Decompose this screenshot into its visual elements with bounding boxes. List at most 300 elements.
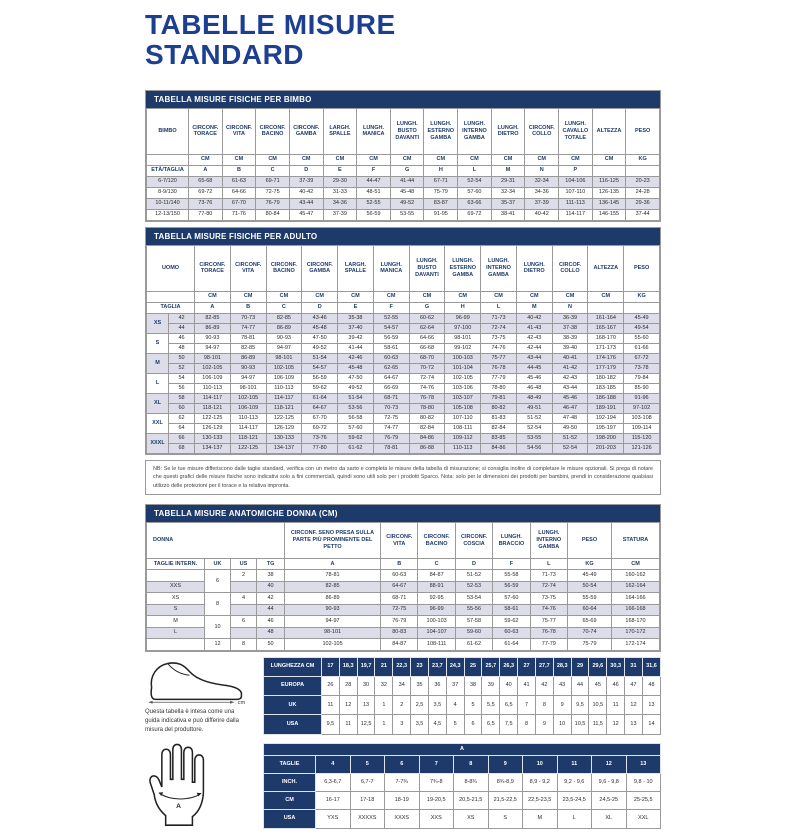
- data-cell: 70-73: [230, 313, 266, 323]
- data-cell: CM: [390, 154, 424, 165]
- data-cell: 1: [375, 696, 393, 715]
- data-cell: 75-77: [481, 353, 517, 363]
- tg-size-cell: 42: [257, 593, 285, 605]
- data-cell: 44-47: [357, 176, 391, 187]
- data-cell: 91-95: [424, 209, 458, 220]
- table-row: [147, 176, 660, 187]
- data-cell: 30: [357, 676, 375, 695]
- data-cell: 183-185: [588, 383, 624, 393]
- row-label-cell: USA: [264, 810, 316, 828]
- data-cell: 48-49: [516, 393, 552, 403]
- data-cell: 67-72: [624, 353, 660, 363]
- data-cell: 4: [316, 755, 351, 773]
- data-cell: 48-51: [357, 187, 391, 198]
- data-cell: 61-64: [493, 639, 530, 651]
- data-cell: 109-112: [445, 433, 481, 443]
- data-cell: 47-48: [552, 413, 588, 423]
- data-cell: TAGLIE INTERN.: [147, 559, 205, 570]
- data-cell: 97-102: [624, 403, 660, 413]
- data-cell: 130-133: [195, 433, 231, 443]
- data-cell: CM: [525, 154, 559, 165]
- data-cell: 70-72: [409, 363, 445, 373]
- header-cell: LUNGH. ESTERNO GAMBA: [445, 245, 481, 291]
- data-cell: 83-87: [424, 198, 458, 209]
- data-cell: 45-48: [338, 363, 374, 373]
- data-cell: 114-117: [559, 209, 593, 220]
- data-cell: 61-66: [624, 343, 660, 353]
- data-cell: 3: [393, 715, 411, 734]
- table-row: [147, 570, 660, 582]
- measure-note: NB: Se le tue misure differiscono dalle taglie standard, verifica con un metro da sarto e completa le misure della tabella di misurazione; si consiglia inoltre di completare le misure opzionali. Si prega di notare che questi grafici delle misure fisiche sono indicativi solo a fini commerciali, quindi sono utili solo per i prodotti Sparco. Nota: solo per le dimensioni dei prodotti per bambini, prendi in considerazione qualsiasi utilizzo delle protezioni per il torace e la relativa impronta.: [145, 460, 661, 495]
- data-cell: 82-85: [195, 313, 231, 323]
- data-cell: 58-61: [493, 604, 530, 616]
- data-cell: 86-89: [230, 353, 266, 363]
- data-cell: 82-85: [266, 313, 302, 323]
- data-cell: 74-77: [373, 423, 409, 433]
- row-label-cell: CM: [264, 792, 316, 810]
- data-cell: 35-37: [491, 198, 525, 209]
- data-cell: 45-48: [302, 323, 338, 333]
- data-cell: 164-166: [612, 593, 660, 605]
- data-cell: 70-74: [568, 627, 612, 639]
- data-cell: 51-54: [338, 393, 374, 403]
- data-cell: 13: [642, 696, 660, 715]
- data-cell: CM: [338, 291, 374, 302]
- data-cell: 76-78: [409, 393, 445, 403]
- data-cell: XL: [592, 810, 627, 828]
- data-cell: 35-38: [338, 313, 374, 323]
- data-cell: 66-68: [409, 343, 445, 353]
- data-cell: 71-76: [222, 209, 256, 220]
- data-cell: 25,7: [482, 657, 500, 676]
- data-cell: 64-66: [222, 187, 256, 198]
- table-row: [147, 616, 660, 628]
- data-cell: 90-93: [266, 333, 302, 343]
- uk-size-cell: 12: [205, 639, 231, 651]
- data-cell: 12,5: [357, 715, 375, 734]
- adulto-table-section: [145, 227, 661, 455]
- data-cell: CM: [612, 559, 660, 570]
- data-cell: 24-28: [626, 187, 660, 198]
- page-title-line1: TABELLE MISURE: [145, 9, 396, 40]
- data-cell: [592, 165, 626, 176]
- data-cell: 27: [518, 657, 536, 676]
- data-cell: 97-100: [445, 323, 481, 333]
- data-cell: YXS: [316, 810, 351, 828]
- data-cell: 49-52: [302, 343, 338, 353]
- data-cell: 114-117: [230, 423, 266, 433]
- data-cell: F: [357, 165, 391, 176]
- intl-size-cell: S: [147, 604, 205, 616]
- data-cell: 47-50: [338, 373, 374, 383]
- data-cell: 75-77: [530, 616, 567, 628]
- us-size-cell: [231, 581, 257, 593]
- data-cell: [624, 302, 660, 313]
- data-cell: 84-86: [481, 443, 517, 453]
- header-cell: CIRCONF. TORACE: [189, 108, 223, 154]
- data-cell: CM: [409, 291, 445, 302]
- data-cell: 44-45: [516, 363, 552, 373]
- data-cell: 62-64: [409, 323, 445, 333]
- data-cell: 32-34: [525, 176, 559, 187]
- data-cell: 38-41: [491, 209, 525, 220]
- table-row: [147, 323, 660, 333]
- data-cell: 76-78: [481, 363, 517, 373]
- data-cell: 45-46: [552, 393, 588, 403]
- data-cell: 41-44: [338, 343, 374, 353]
- data-cell: 32: [375, 676, 393, 695]
- data-cell: 171-173: [588, 343, 624, 353]
- header-cell: LUNGH. BRACCIO: [493, 523, 530, 559]
- data-cell: 65-69: [568, 616, 612, 628]
- data-cell: 37: [446, 676, 464, 695]
- us-size-cell: 6: [231, 616, 257, 628]
- glove-span-header-cell: A: [264, 743, 661, 755]
- tg-size-cell: 48: [257, 627, 285, 639]
- data-cell: 67-70: [222, 198, 256, 209]
- data-cell: 56-59: [493, 581, 530, 593]
- header-cell: STATURA: [612, 523, 660, 559]
- data-cell: 9,5: [571, 696, 589, 715]
- header-cell: CIRCONF. TORACE: [195, 245, 231, 291]
- data-cell: 4: [446, 696, 464, 715]
- data-cell: 45-47: [289, 209, 323, 220]
- data-cell: 59-60: [455, 627, 492, 639]
- data-cell: 23,7: [428, 657, 446, 676]
- data-cell: 192-194: [588, 413, 624, 423]
- data-cell: [588, 302, 624, 313]
- data-cell: 29-30: [323, 176, 357, 187]
- size-group-cell: M: [147, 353, 169, 373]
- data-cell: 41: [518, 676, 536, 695]
- data-cell: 110-113: [266, 383, 302, 393]
- table-row: [264, 773, 661, 791]
- data-cell: CM: [491, 154, 525, 165]
- data-cell: 52-53: [455, 581, 492, 593]
- data-cell: C: [266, 302, 302, 313]
- data-cell: 49-50: [552, 423, 588, 433]
- data-cell: 122-125: [195, 413, 231, 423]
- data-cell: 2: [393, 696, 411, 715]
- data-cell: 71-73: [481, 313, 517, 323]
- data-cell: 72-75: [373, 413, 409, 423]
- data-cell: 12: [607, 715, 625, 734]
- header-cell: LARGH. SPALLE: [323, 108, 357, 154]
- data-cell: 69-72: [458, 209, 492, 220]
- data-cell: 118-121: [195, 403, 231, 413]
- data-cell: 43-44: [516, 353, 552, 363]
- data-cell: 8: [518, 715, 536, 734]
- donna-table-section: [145, 504, 661, 652]
- data-cell: E: [338, 302, 374, 313]
- data-cell: 82-85: [230, 343, 266, 353]
- data-cell: 118-121: [266, 403, 302, 413]
- data-cell: 42-43: [516, 333, 552, 343]
- data-cell: 68-70: [409, 353, 445, 363]
- data-cell: 19-20,5: [419, 792, 454, 810]
- data-cell: L: [458, 165, 492, 176]
- data-cell: CM: [302, 291, 338, 302]
- data-cell: UK: [205, 559, 231, 570]
- data-cell: 21,5-22,5: [488, 792, 523, 810]
- data-cell: 38: [464, 676, 482, 695]
- data-cell: 2,5: [411, 696, 429, 715]
- table-row: [147, 593, 660, 605]
- data-cell: CM: [373, 291, 409, 302]
- data-cell: 61-64: [302, 393, 338, 403]
- data-cell: 45: [589, 676, 607, 695]
- size-group-cell: XS: [147, 313, 169, 333]
- data-cell: 20,5-21,5: [454, 792, 489, 810]
- data-cell: 58-61: [373, 343, 409, 353]
- table-row: [147, 154, 660, 165]
- header-cell: PESO: [568, 523, 612, 559]
- data-cell: 9,5: [322, 715, 340, 734]
- data-cell: 9,8 - 10: [626, 773, 661, 791]
- data-cell: 6,5: [482, 715, 500, 734]
- data-cell: 98-101: [266, 353, 302, 363]
- data-cell: 106-109: [230, 403, 266, 413]
- data-cell: 90-93: [195, 333, 231, 343]
- data-cell: 8¾-8,9: [488, 773, 523, 791]
- table-row: [147, 403, 660, 413]
- data-cell: US: [231, 559, 257, 570]
- size-group-cell: S: [147, 333, 169, 353]
- data-cell: M: [523, 810, 558, 828]
- data-cell: 94-97: [266, 343, 302, 353]
- data-cell: 110-113: [445, 443, 481, 453]
- data-cell: 198-200: [588, 433, 624, 443]
- data-cell: 78-81: [230, 333, 266, 343]
- data-cell: N: [525, 165, 559, 176]
- header-cell: ALTEZZA: [588, 245, 624, 291]
- data-cell: 64-66: [409, 333, 445, 343]
- data-cell: 6,3-6,7: [316, 773, 351, 791]
- data-cell: 60-64: [568, 604, 612, 616]
- data-cell: 17-18: [350, 792, 385, 810]
- data-cell: 42-43: [552, 373, 588, 383]
- table-row: [147, 443, 660, 453]
- data-cell: 55-58: [493, 570, 530, 582]
- data-cell: 54-57: [373, 323, 409, 333]
- data-cell: XXS: [419, 810, 454, 828]
- data-cell: 6-7/120: [147, 176, 189, 187]
- data-cell: 161-164: [588, 313, 624, 323]
- data-cell: 94-97: [285, 616, 381, 628]
- data-cell: B: [381, 559, 418, 570]
- table-row: [264, 810, 661, 828]
- data-cell: H: [424, 165, 458, 176]
- data-cell: 62-65: [373, 363, 409, 373]
- table-row: [264, 696, 661, 715]
- glove-size-section: [145, 743, 661, 829]
- bimbo-table-section: [145, 90, 661, 222]
- data-cell: 40-42: [516, 313, 552, 323]
- data-cell: 86-89: [266, 323, 302, 333]
- data-cell: 65-68: [189, 176, 223, 187]
- data-cell: 66-69: [373, 383, 409, 393]
- bimbo-table-title: TABELLA MISURE FISICHE PER BIMBO: [146, 91, 660, 108]
- data-cell: 40-42: [289, 187, 323, 198]
- table-row: [147, 433, 660, 443]
- table-row: [147, 333, 660, 343]
- data-cell: 21: [375, 657, 393, 676]
- data-cell: 39-42: [338, 333, 374, 343]
- data-cell: XS: [454, 810, 489, 828]
- table-row: [264, 743, 661, 755]
- data-cell: 52-55: [357, 198, 391, 209]
- data-cell: H: [445, 302, 481, 313]
- data-cell: 55-60: [624, 333, 660, 343]
- data-cell: 51-52: [455, 570, 492, 582]
- page-title: [145, 10, 661, 70]
- data-cell: 45-46: [516, 373, 552, 383]
- data-cell: D: [289, 165, 323, 176]
- data-cell: 13: [357, 696, 375, 715]
- data-cell: F: [493, 559, 530, 570]
- bimbo-size-table: [146, 108, 660, 221]
- data-cell: 7: [419, 755, 454, 773]
- header-cell: CIRCONF. GAMBA: [289, 108, 323, 154]
- table-row: [147, 108, 660, 154]
- data-cell: 13: [626, 755, 661, 773]
- data-cell: 109-114: [624, 423, 660, 433]
- data-cell: 115-120: [624, 433, 660, 443]
- data-cell: G: [390, 165, 424, 176]
- data-cell: 59-62: [302, 383, 338, 393]
- hand-measure-label: A: [176, 802, 182, 810]
- size-group-cell: L: [147, 373, 169, 393]
- us-size-cell: 4: [231, 593, 257, 605]
- data-cell: 74-76: [409, 383, 445, 393]
- data-cell: 11: [607, 696, 625, 715]
- data-cell: CM: [592, 154, 626, 165]
- data-cell: 12: [625, 696, 643, 715]
- data-cell: 11,5: [589, 715, 607, 734]
- data-cell: ETÀ/TAGLIA: [147, 165, 189, 176]
- data-cell: 69-71: [256, 176, 290, 187]
- header-cell: LUNGH. MANICA: [357, 108, 391, 154]
- data-cell: 6: [385, 755, 420, 773]
- data-cell: 12: [339, 696, 357, 715]
- data-cell: 45-49: [624, 313, 660, 323]
- data-cell: 8: [454, 755, 489, 773]
- data-cell: CM: [266, 291, 302, 302]
- table-row: [147, 423, 660, 433]
- data-cell: 108-111: [445, 423, 481, 433]
- data-cell: 79-84: [624, 373, 660, 383]
- data-cell: 37-39: [323, 209, 357, 220]
- row-label-cell: EUROPA: [264, 676, 322, 695]
- data-cell: 84-86: [409, 433, 445, 443]
- data-cell: M: [516, 302, 552, 313]
- data-cell: L: [530, 559, 567, 570]
- data-cell: 102-105: [266, 363, 302, 373]
- data-cell: 36: [428, 676, 446, 695]
- data-cell: 81-83: [481, 413, 517, 423]
- header-cell: LUNGH. INTERNO GAMBA: [530, 523, 567, 559]
- data-cell: 90-93: [285, 604, 381, 616]
- data-cell: 78-80: [409, 403, 445, 413]
- header-cell: LUNGH. INTERNO GAMBA: [458, 108, 492, 154]
- data-cell: 136-145: [592, 198, 626, 209]
- data-cell: 103-108: [624, 413, 660, 423]
- data-cell: 30,3: [607, 657, 625, 676]
- data-cell: 52-54: [516, 423, 552, 433]
- data-cell: 86-88: [409, 443, 445, 453]
- data-cell: 46: [607, 676, 625, 695]
- data-cell: 71-73: [530, 570, 567, 582]
- data-cell: CM: [289, 154, 323, 165]
- data-cell: 16-17: [316, 792, 351, 810]
- data-cell: 34: [393, 676, 411, 695]
- data-cell: 77-79: [481, 373, 517, 383]
- data-cell: 82-85: [285, 581, 381, 593]
- data-cell: 9: [488, 755, 523, 773]
- data-cell: N: [552, 302, 588, 313]
- data-cell: 116-125: [592, 176, 626, 187]
- data-cell: 11: [339, 715, 357, 734]
- data-cell: 7,5: [500, 715, 518, 734]
- data-cell: 56-58: [338, 413, 374, 423]
- data-cell: 195-197: [588, 423, 624, 433]
- data-cell: B: [230, 302, 266, 313]
- data-cell: 61-62: [338, 443, 374, 453]
- data-cell: 186-188: [588, 393, 624, 403]
- data-cell: 94-97: [195, 343, 231, 353]
- table-row: [147, 245, 660, 291]
- data-cell: 10,5: [571, 715, 589, 734]
- row-label-cell: UK: [264, 696, 322, 715]
- data-cell: 34-36: [525, 187, 559, 198]
- data-cell: 42: [535, 676, 553, 695]
- data-cell: 72-75: [381, 604, 418, 616]
- size-group-cell: XL: [147, 393, 169, 413]
- data-cell: 69-72: [302, 423, 338, 433]
- data-cell: 76-78: [530, 627, 567, 639]
- data-cell: S: [488, 810, 523, 828]
- data-cell: 25: [464, 657, 482, 676]
- taglia-cell: 58: [169, 393, 195, 403]
- data-cell: 78-81: [285, 570, 381, 582]
- data-cell: 8-8¾: [454, 773, 489, 791]
- data-cell: 75-79: [424, 187, 458, 198]
- shoe-size-table: [263, 657, 661, 735]
- data-cell: 110-113: [195, 383, 231, 393]
- data-cell: 11: [557, 755, 592, 773]
- data-cell: 31-33: [323, 187, 357, 198]
- shoe-icon-column: [145, 657, 263, 735]
- data-cell: 172-174: [612, 639, 660, 651]
- data-cell: 73-75: [530, 593, 567, 605]
- data-cell: XXXXS: [350, 810, 385, 828]
- data-cell: 7-7¾: [385, 773, 420, 791]
- data-cell: 166-168: [612, 604, 660, 616]
- data-cell: 24,5-25: [592, 792, 627, 810]
- data-cell: 76-79: [256, 198, 290, 209]
- table-row: [147, 639, 660, 651]
- row-label-cell: LUNGHEZZA CM: [264, 657, 322, 676]
- data-cell: 122-125: [266, 413, 302, 423]
- data-cell: 26,3: [500, 657, 518, 676]
- data-cell: 108-111: [418, 639, 455, 651]
- data-cell: 103-107: [445, 393, 481, 403]
- header-cell: CIRCONF. VITA: [230, 245, 266, 291]
- header-cell: LUNGH. MANICA: [373, 245, 409, 291]
- uk-size-cell: 10: [205, 616, 231, 639]
- data-cell: 114-117: [195, 393, 231, 403]
- data-cell: 60-63: [493, 627, 530, 639]
